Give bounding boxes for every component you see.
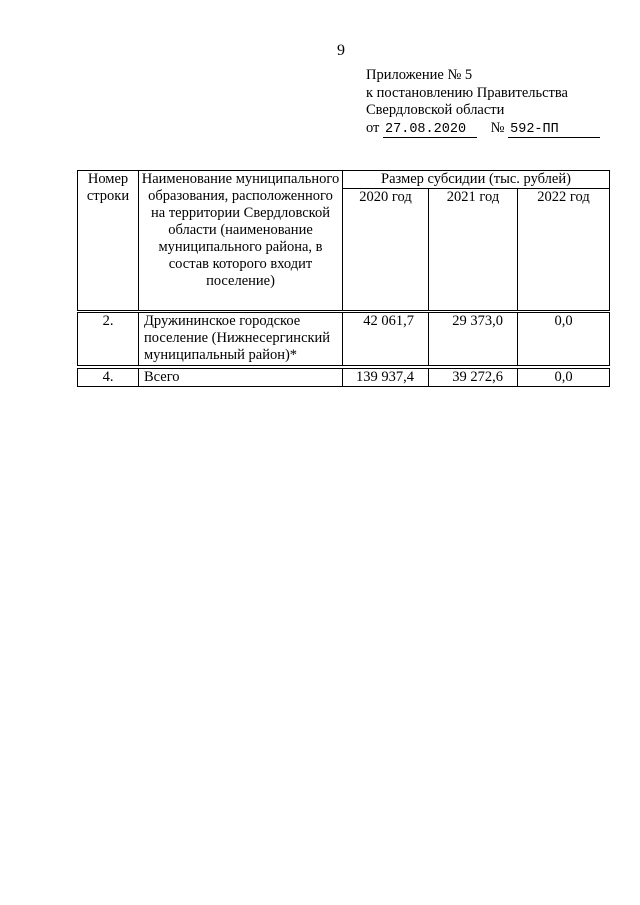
total-value-2021: 39 272,6 [429,369,518,387]
row-value-2022: 0,0 [518,313,610,366]
decree-number: 592-ПП [508,122,600,138]
total-name-cell: Всего [139,369,343,387]
row-value-2021: 29 373,0 [429,313,518,366]
table-row [77,312,610,366]
appendix-title: Приложение № 5 [366,67,473,83]
total-value-2022: 0,0 [518,369,610,387]
header-municipality-name: Наименование муниципального образования, расположенного на территории Свердловской области (наименование муниципального района, в состав которого входит поселение) [139,171,343,311]
header-year-2021: 2021 год [429,189,518,311]
header-year-2020: 2020 год [343,189,429,311]
row-number-cell: 2. [78,313,139,366]
header-year-2022: 2022 год [518,189,610,311]
total-number-cell: 4. [78,369,139,387]
row-name-cell: Дружининское городское поселение (Нижнесергинский муниципальный район)* [139,313,343,366]
number-prefix: № [490,119,505,136]
appendix-decree-line: к постановлению Правительства [366,84,568,101]
date-prefix: от [366,119,380,136]
header-row-number: Номер строки [78,171,139,311]
decree-date: 27.08.2020 [383,122,477,138]
header-subsidy-size: Размер субсидии (тыс. рублей) [343,171,610,189]
appendix-block [366,67,626,138]
table-row-total [77,368,610,387]
page-number: 9 [337,42,345,59]
total-value-2020: 139 937,4 [343,369,429,387]
subsidy-table-header [77,170,610,311]
appendix-date-line [366,120,626,138]
appendix-region-line: Свердловской области [366,102,505,118]
row-value-2020: 42 061,7 [343,313,429,366]
